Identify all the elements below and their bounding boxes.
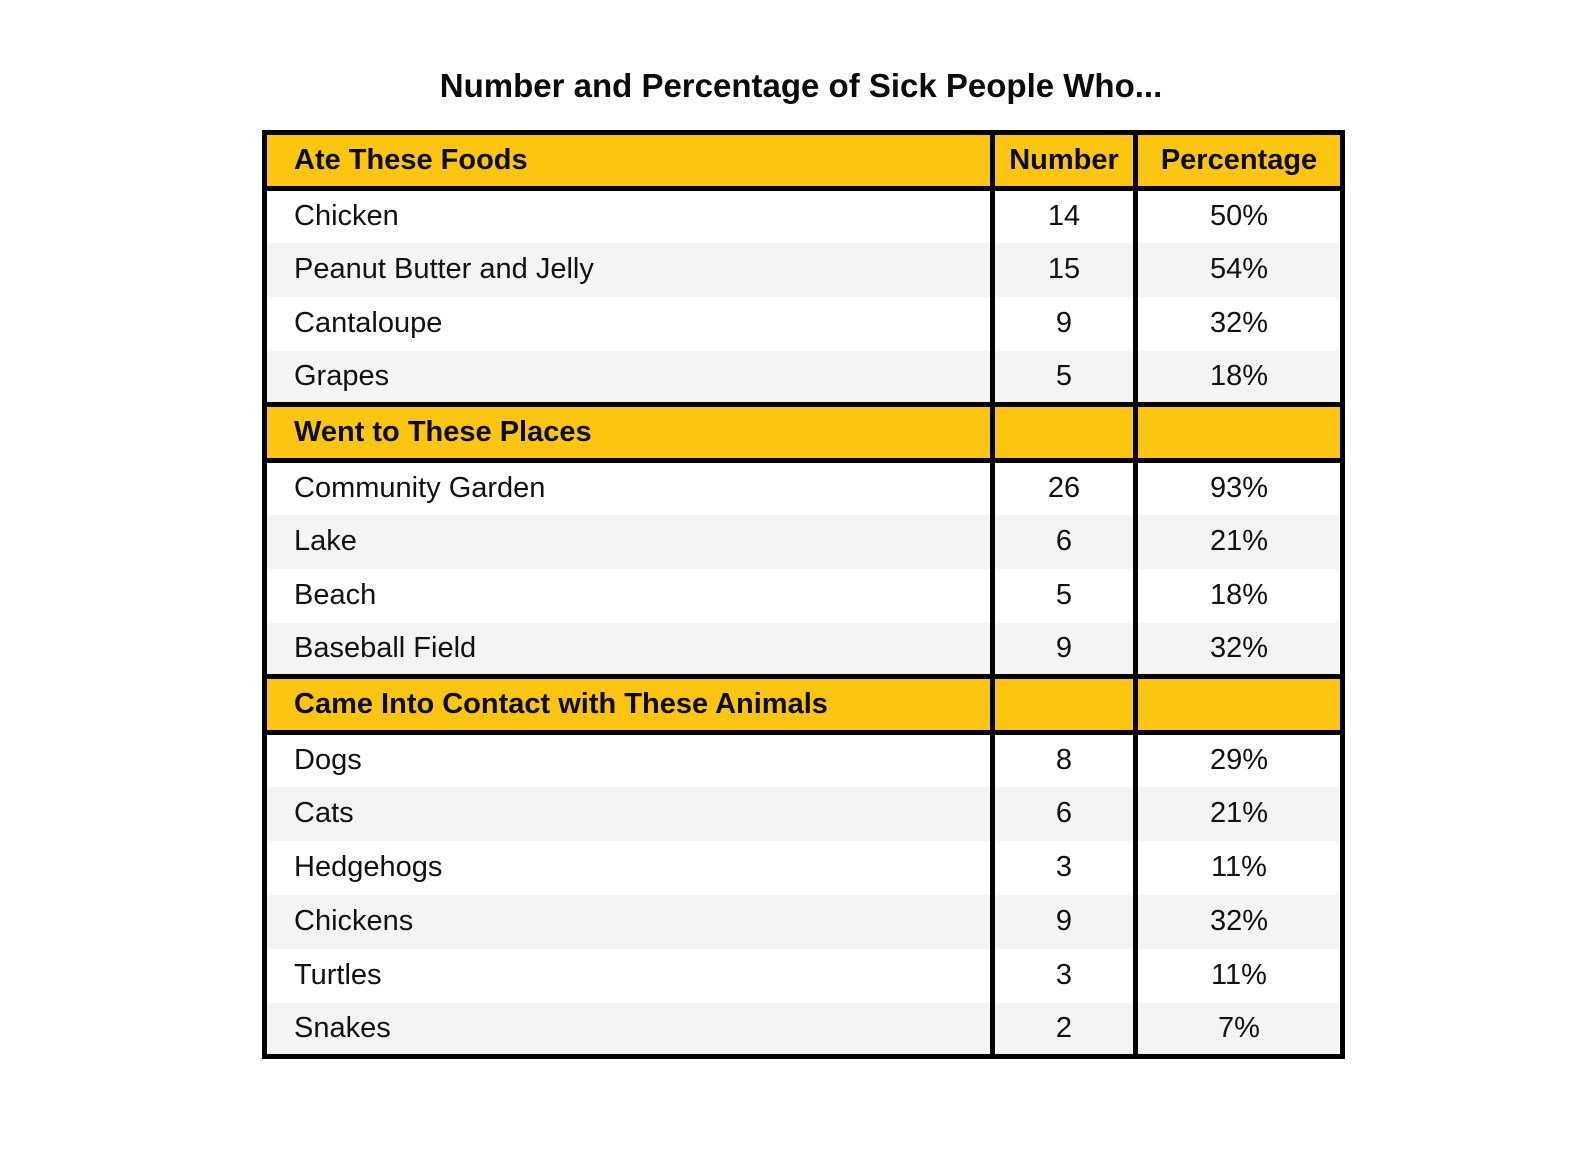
column-header-percentage: Percentage — [1136, 133, 1343, 189]
section-header-row — [265, 133, 1343, 189]
figure — [262, 0, 1340, 1059]
table-row — [265, 841, 1343, 895]
section-header-row — [265, 405, 1343, 461]
row-label-cell: Community Garden — [265, 461, 993, 515]
row-label-cell: Snakes — [265, 1003, 993, 1057]
table-row — [265, 1003, 1343, 1057]
column-header-percentage — [1136, 677, 1343, 733]
row-number-cell: 26 — [993, 461, 1136, 515]
row-percentage-cell: 93% — [1136, 461, 1343, 515]
table-body — [265, 133, 1343, 1057]
table-row — [265, 297, 1343, 351]
row-number-cell: 9 — [993, 623, 1136, 677]
row-percentage-cell: 32% — [1136, 297, 1343, 351]
row-label-cell: Cats — [265, 787, 993, 841]
row-label-cell: Cantaloupe — [265, 297, 993, 351]
row-label-cell: Hedgehogs — [265, 841, 993, 895]
row-percentage-cell: 29% — [1136, 733, 1343, 787]
row-number-cell: 6 — [993, 787, 1136, 841]
page-title: Number and Percentage of Sick People Who... — [439, 67, 1163, 104]
section-header-cell: Went to These Places — [265, 405, 993, 461]
row-label-cell: Chickens — [265, 895, 993, 949]
table-row — [265, 189, 1343, 243]
table-row — [265, 787, 1343, 841]
row-label-cell: Chicken — [265, 189, 993, 243]
table-row — [265, 351, 1343, 405]
row-label-cell: Lake — [265, 515, 993, 569]
row-percentage-cell: 21% — [1136, 787, 1343, 841]
row-number-cell: 6 — [993, 515, 1136, 569]
row-number-cell: 5 — [993, 569, 1136, 623]
table-row — [265, 949, 1343, 1003]
row-percentage-cell: 11% — [1136, 949, 1343, 1003]
row-label-cell: Beach — [265, 569, 993, 623]
table-row — [265, 461, 1343, 515]
row-label-cell: Grapes — [265, 351, 993, 405]
row-percentage-cell: 7% — [1136, 1003, 1343, 1057]
table-row — [265, 569, 1343, 623]
sick-people-table — [262, 130, 1345, 1059]
row-label-cell: Peanut Butter and Jelly — [265, 243, 993, 297]
row-percentage-cell: 18% — [1136, 569, 1343, 623]
column-header-number — [993, 677, 1136, 733]
table-row — [265, 623, 1343, 677]
section-header-row — [265, 677, 1343, 733]
row-percentage-cell: 11% — [1136, 841, 1343, 895]
table-row — [265, 243, 1343, 297]
table-row — [265, 515, 1343, 569]
row-label-cell: Turtles — [265, 949, 993, 1003]
row-percentage-cell: 18% — [1136, 351, 1343, 405]
column-header-number — [993, 405, 1136, 461]
row-percentage-cell: 32% — [1136, 895, 1343, 949]
row-number-cell: 9 — [993, 895, 1136, 949]
row-percentage-cell: 32% — [1136, 623, 1343, 677]
row-number-cell: 9 — [993, 297, 1136, 351]
row-label-cell: Dogs — [265, 733, 993, 787]
section-header-cell: Ate These Foods — [265, 133, 993, 189]
column-header-percentage — [1136, 405, 1343, 461]
row-number-cell: 15 — [993, 243, 1136, 297]
table-row — [265, 895, 1343, 949]
column-header-number: Number — [993, 133, 1136, 189]
row-percentage-cell: 54% — [1136, 243, 1343, 297]
row-number-cell: 2 — [993, 1003, 1136, 1057]
row-number-cell: 3 — [993, 841, 1136, 895]
row-number-cell: 8 — [993, 733, 1136, 787]
row-number-cell: 5 — [993, 351, 1136, 405]
row-percentage-cell: 21% — [1136, 515, 1343, 569]
row-label-cell: Baseball Field — [265, 623, 993, 677]
row-number-cell: 3 — [993, 949, 1136, 1003]
row-percentage-cell: 50% — [1136, 189, 1343, 243]
section-header-cell: Came Into Contact with These Animals — [265, 677, 993, 733]
table-row — [265, 733, 1343, 787]
row-number-cell: 14 — [993, 189, 1136, 243]
